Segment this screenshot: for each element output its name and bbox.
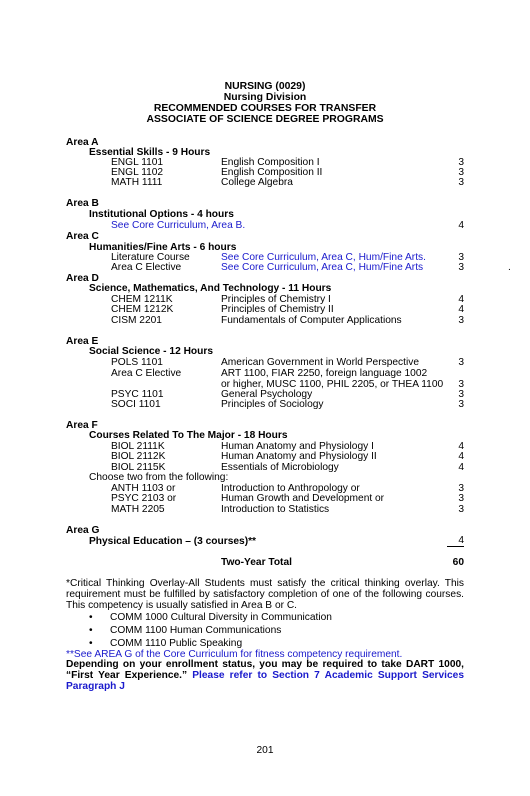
course-hours: 4 — [458, 441, 464, 452]
course-name: Fundamentals of Computer Applications — [221, 315, 402, 326]
course-hours: 3 — [458, 252, 464, 263]
area-d-subtitle: Science, Mathematics, And Technology - 11 Hours — [89, 283, 332, 294]
course-hours: 3 — [458, 315, 464, 326]
core-curriculum-link[interactable]: See Core Curriculum, Area C, Hum/Fine Arts — [221, 262, 424, 273]
course-code: ENGL 1102 — [111, 167, 164, 178]
course-hours: 3 — [458, 493, 464, 504]
enrollment-note-text: Depending on your enrollment status, you may be required to take DART 1000, “First Year Experience.” — [66, 659, 464, 681]
comm-course: COMM 1110 Public Speaking — [110, 638, 243, 649]
total-label: Two-Year Total — [221, 557, 292, 568]
comm-course: COMM 1000 Cultural Diversity in Communication — [110, 612, 332, 623]
course-hours: 3 — [458, 389, 464, 400]
stray-mark: . — [508, 262, 511, 273]
enrollment-note — [66, 659, 464, 692]
bullet-icon: • — [89, 638, 93, 649]
course-code: Literature Course — [111, 252, 190, 263]
course-hours: 3 — [458, 177, 464, 188]
course-code: PSYC 2103 or — [111, 493, 177, 504]
course-name: Human Anatomy and Physiology I — [221, 441, 374, 452]
choose-instruction: Choose two from the following: — [89, 472, 229, 483]
course-name: Human Anatomy and Physiology II — [221, 451, 377, 462]
course-code: POLS 1101 — [111, 357, 163, 368]
course-hours: 4 — [458, 304, 464, 315]
area-c-subtitle: Humanities/Fine Arts - 6 hours — [89, 242, 237, 253]
course-hours: 3 — [458, 157, 464, 168]
course-name: English Composition II — [221, 167, 323, 178]
page-number: 201 — [256, 745, 274, 756]
area-a-subtitle: Essential Skills - 9 Hours — [89, 147, 211, 158]
area-g-footnote[interactable]: **See AREA G of the Core Curriculum for fitness competency requirement. — [66, 649, 403, 660]
area-f-subtitle: Courses Related To The Major - 18 Hours — [89, 430, 288, 441]
bullet-icon: • — [89, 625, 93, 636]
course-name: ART 1100, FIAR 2250, foreign language 1002 — [221, 368, 428, 379]
course-code: CISM 2201 — [111, 315, 162, 326]
area-e-subtitle: Social Science - 12 Hours — [89, 346, 214, 357]
course-code: Area C Elective — [111, 262, 182, 273]
course-hours: 3 — [458, 357, 464, 368]
recommended-heading: RECOMMENDED COURSES FOR TRANSFER — [153, 103, 377, 114]
area-b-subtitle: Institutional Options - 4 hours — [89, 209, 234, 220]
area-e-title: Area E — [66, 336, 99, 347]
area-d-title: Area D — [66, 273, 99, 284]
division-name: Nursing Division — [223, 92, 307, 103]
area-g-hours: 4 — [447, 536, 464, 547]
course-hours: 3 — [458, 483, 464, 494]
course-name: General Psychology — [221, 389, 313, 400]
area-g-title: Area G — [66, 525, 100, 536]
course-name: Introduction to Statistics — [221, 504, 330, 515]
total-value: 60 — [452, 557, 464, 568]
course-code: BIOL 2115K — [111, 462, 166, 473]
core-curriculum-link[interactable]: See Core Curriculum, Area B. — [111, 220, 246, 231]
course-name: Human Growth and Development or — [221, 493, 385, 504]
course-code: Area C Elective — [111, 368, 182, 379]
comm-course: COMM 1100 Human Communications — [110, 625, 282, 636]
course-code: ANTH 1103 or — [111, 483, 176, 494]
area-f-title: Area F — [66, 420, 98, 431]
course-hours: 4 — [458, 220, 464, 231]
area-c-title: Area C — [66, 231, 99, 242]
course-name: College Algebra — [221, 177, 293, 188]
area-g-subtitle: Physical Education – (3 courses)** — [89, 536, 257, 547]
course-hours: 3 — [458, 262, 464, 273]
area-b-title: Area B — [66, 198, 99, 209]
course-name: Essentials of Microbiology — [221, 462, 339, 473]
course-hours: 3 — [458, 504, 464, 515]
support-services-link[interactable]: Please refer to Section 7 Academic Support Services Paragraph J — [66, 670, 464, 692]
course-code: MATH 2205 — [111, 504, 165, 515]
course-name: English Composition I — [221, 157, 320, 168]
course-name: Principles of Chemistry I — [221, 294, 331, 305]
course-code: CHEM 1212K — [111, 304, 174, 315]
course-name: Principles of Sociology — [221, 399, 324, 410]
course-code: BIOL 2111K — [111, 441, 165, 452]
program-title: NURSING (0029) — [224, 81, 306, 92]
course-code: CHEM 1211K — [111, 294, 173, 305]
critical-thinking-note: *Critical Thinking Overlay-All Students must satisfy the critical thinking overlay. This requirement must be fulfilled by satisfactory completion of one of the following courses. This competency is usually satisfied in Area B or C. — [66, 578, 464, 611]
course-code: ENGL 1101 — [111, 157, 164, 168]
course-name-continued: or higher, MUSC 1100, PHIL 2205, or THEA 1100 — [221, 379, 444, 390]
course-name: Principles of Chemistry II — [221, 304, 334, 315]
course-hours: 4 — [458, 462, 464, 473]
course-hours: 3 — [458, 399, 464, 410]
course-code: PSYC 1101 — [111, 389, 164, 400]
course-hours: 4 — [458, 294, 464, 305]
course-hours: 3 — [458, 379, 464, 390]
course-code: BIOL 2112K — [111, 451, 166, 462]
course-name: Introduction to Anthropology or — [221, 483, 360, 494]
area-a-title: Area A — [66, 137, 99, 148]
course-code: SOCI 1101 — [111, 399, 161, 410]
course-code: MATH 1111 — [111, 177, 163, 188]
core-curriculum-link[interactable]: See Core Curriculum, Area C, Hum/Fine Arts. — [221, 252, 426, 263]
course-hours: 3 — [458, 167, 464, 178]
bullet-icon: • — [89, 612, 93, 623]
course-hours: 4 — [458, 451, 464, 462]
course-name: American Government in World Perspective — [221, 357, 419, 368]
degree-heading: ASSOCIATE OF SCIENCE DEGREE PROGRAMS — [146, 114, 384, 125]
